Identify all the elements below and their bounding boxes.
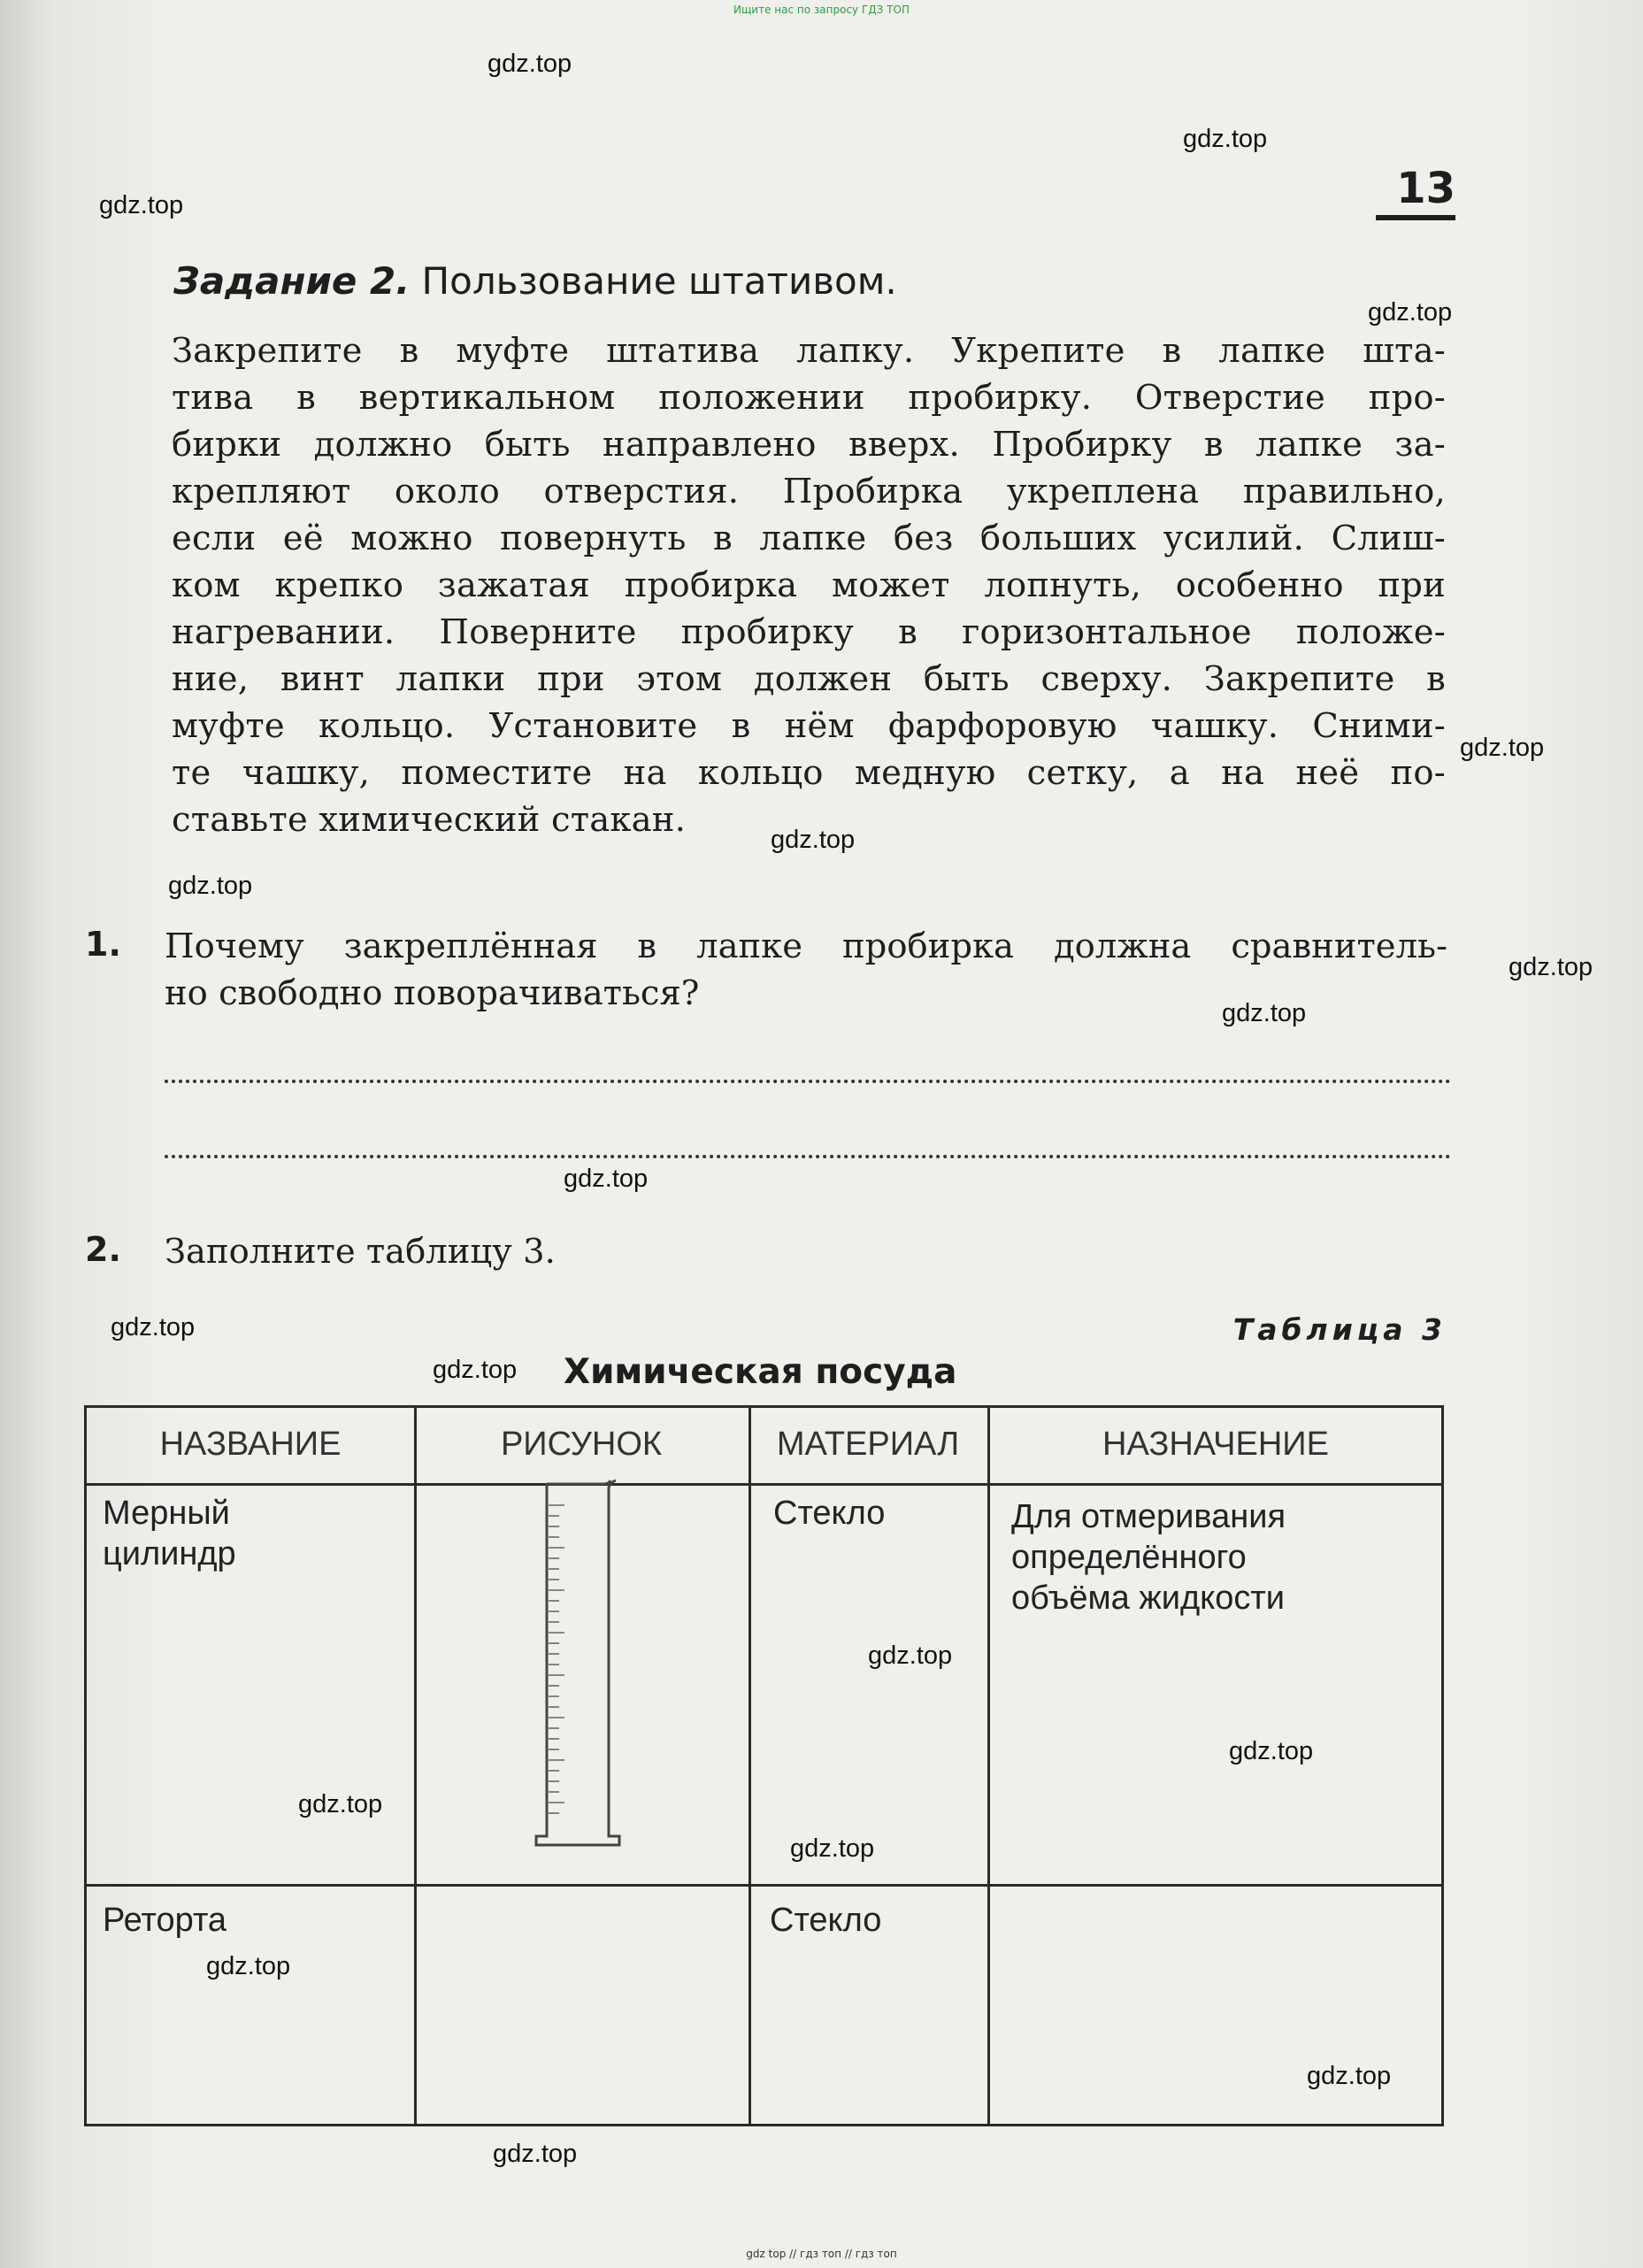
column-divider — [414, 1408, 417, 2124]
header-name: НАЗВАНИЕ — [159, 1426, 342, 1463]
question-1-number: 1. — [85, 925, 121, 964]
watermark: gdz.top — [99, 191, 184, 219]
watermark: gdz.top — [1460, 734, 1545, 762]
watermark: gdz.top — [168, 872, 253, 900]
graduated-cylinder-icon — [529, 1479, 626, 1850]
question-line: Заполните таблицу 3. — [165, 1232, 556, 1272]
paragraph-line: бирки должно быть направлено вверх. Пробирку в лапке за- — [172, 425, 1446, 465]
paragraph-line: крепляют около отверстия. Пробирка укреплена правильно, — [172, 472, 1446, 511]
watermark: gdz.top — [111, 1313, 196, 1342]
task-heading — [173, 259, 897, 303]
column-divider — [749, 1408, 751, 2124]
graduated-cylinder-drawing — [529, 1479, 626, 1854]
header-material: МАТЕРИАЛ — [776, 1426, 960, 1463]
row-1-purpose — [1011, 1496, 1286, 1618]
row-2-name — [103, 1900, 226, 1941]
paragraph-line: тива в вертикальном положении пробирку. Отверстие про- — [172, 378, 1446, 418]
paragraph-line: нагревании. Поверните пробирку в горизонтальное положе- — [172, 612, 1446, 652]
header-divider — [87, 1483, 1441, 1486]
watermark: gdz.top — [1183, 125, 1268, 153]
question-line: но свободно поворачиваться? — [165, 973, 700, 1013]
watermark: gdz.top — [1307, 2062, 1392, 2090]
purpose-line: Для отмеривания — [1011, 1498, 1286, 1535]
header-purpose: НАЗНАЧЕНИЕ — [1102, 1426, 1329, 1463]
purpose-line: объёма жидкости — [1011, 1580, 1285, 1617]
watermark: gdz.top — [790, 1834, 875, 1863]
answer-line-2[interactable] — [165, 1155, 1451, 1158]
question-2-text — [165, 1228, 556, 1275]
watermark: gdz.top — [1509, 953, 1593, 981]
task-instructions — [172, 327, 1446, 843]
table-title: Химическая посуда — [564, 1352, 957, 1392]
watermark: gdz.top — [1222, 999, 1307, 1027]
table-caption: Таблица 3 — [1232, 1312, 1447, 1347]
bottom-banner[interactable]: gdz top // гдз топ // гдз топ — [746, 2248, 897, 2260]
purpose-line: определённого — [1011, 1539, 1247, 1576]
chemical-glassware-table — [84, 1405, 1444, 2126]
task-title: Пользование штативом. — [421, 259, 897, 303]
paragraph-line: если её можно повернуть в лапке без больших усилий. Слиш- — [172, 519, 1446, 558]
task-label: Задание 2. — [173, 259, 411, 303]
paragraph-line: те чашку, поместите на кольцо медную сетку, а на неё по- — [172, 753, 1446, 793]
paragraph-line: муфте кольцо. Установите в нём фарфоровую чашку. Сними- — [172, 706, 1446, 746]
watermark: gdz.top — [564, 1165, 649, 1193]
name-line: Мерный — [103, 1495, 230, 1532]
watermark: gdz.top — [771, 826, 856, 854]
paragraph-line: Закрепите в муфте штатива лапку. Укрепите в лапке шта- — [172, 331, 1446, 371]
page-number: 13 — [1376, 164, 1455, 220]
paragraph-line: ние, винт лапки при этом должен быть сверху. Закрепите в — [172, 659, 1446, 699]
paragraph-line: ставьте химический стакан. — [172, 800, 687, 840]
row-1-name — [103, 1493, 236, 1574]
row-divider — [87, 1884, 1441, 1887]
question-1-text — [165, 923, 1447, 1017]
paragraph-line: ком крепко зажатая пробирка может лопнуть, особенно при — [172, 565, 1446, 605]
name-line: Реторта — [103, 1902, 227, 1939]
watermark: gdz.top — [868, 1641, 953, 1670]
question-2-number: 2. — [85, 1230, 121, 1269]
column-divider — [987, 1408, 990, 2124]
watermark: gdz.top — [488, 50, 572, 78]
watermark: gdz.top — [493, 2140, 578, 2168]
row-2-material: Стекло — [770, 1902, 882, 1939]
watermark: gdz.top — [298, 1790, 383, 1818]
row-1-material: Стекло — [773, 1495, 886, 1532]
watermark: gdz.top — [433, 1356, 518, 1384]
question-line: Почему закреплённая в лапке пробирка должна сравнитель- — [165, 926, 1447, 966]
name-line: цилиндр — [103, 1535, 236, 1572]
watermark: gdz.top — [1368, 298, 1453, 327]
answer-line-1[interactable] — [165, 1080, 1451, 1083]
watermark: gdz.top — [206, 1952, 291, 1980]
top-banner[interactable]: Ищите нас по запросу ГДЗ ТОП — [733, 4, 910, 16]
watermark: gdz.top — [1229, 1737, 1314, 1765]
header-picture: РИСУНОК — [500, 1426, 663, 1463]
